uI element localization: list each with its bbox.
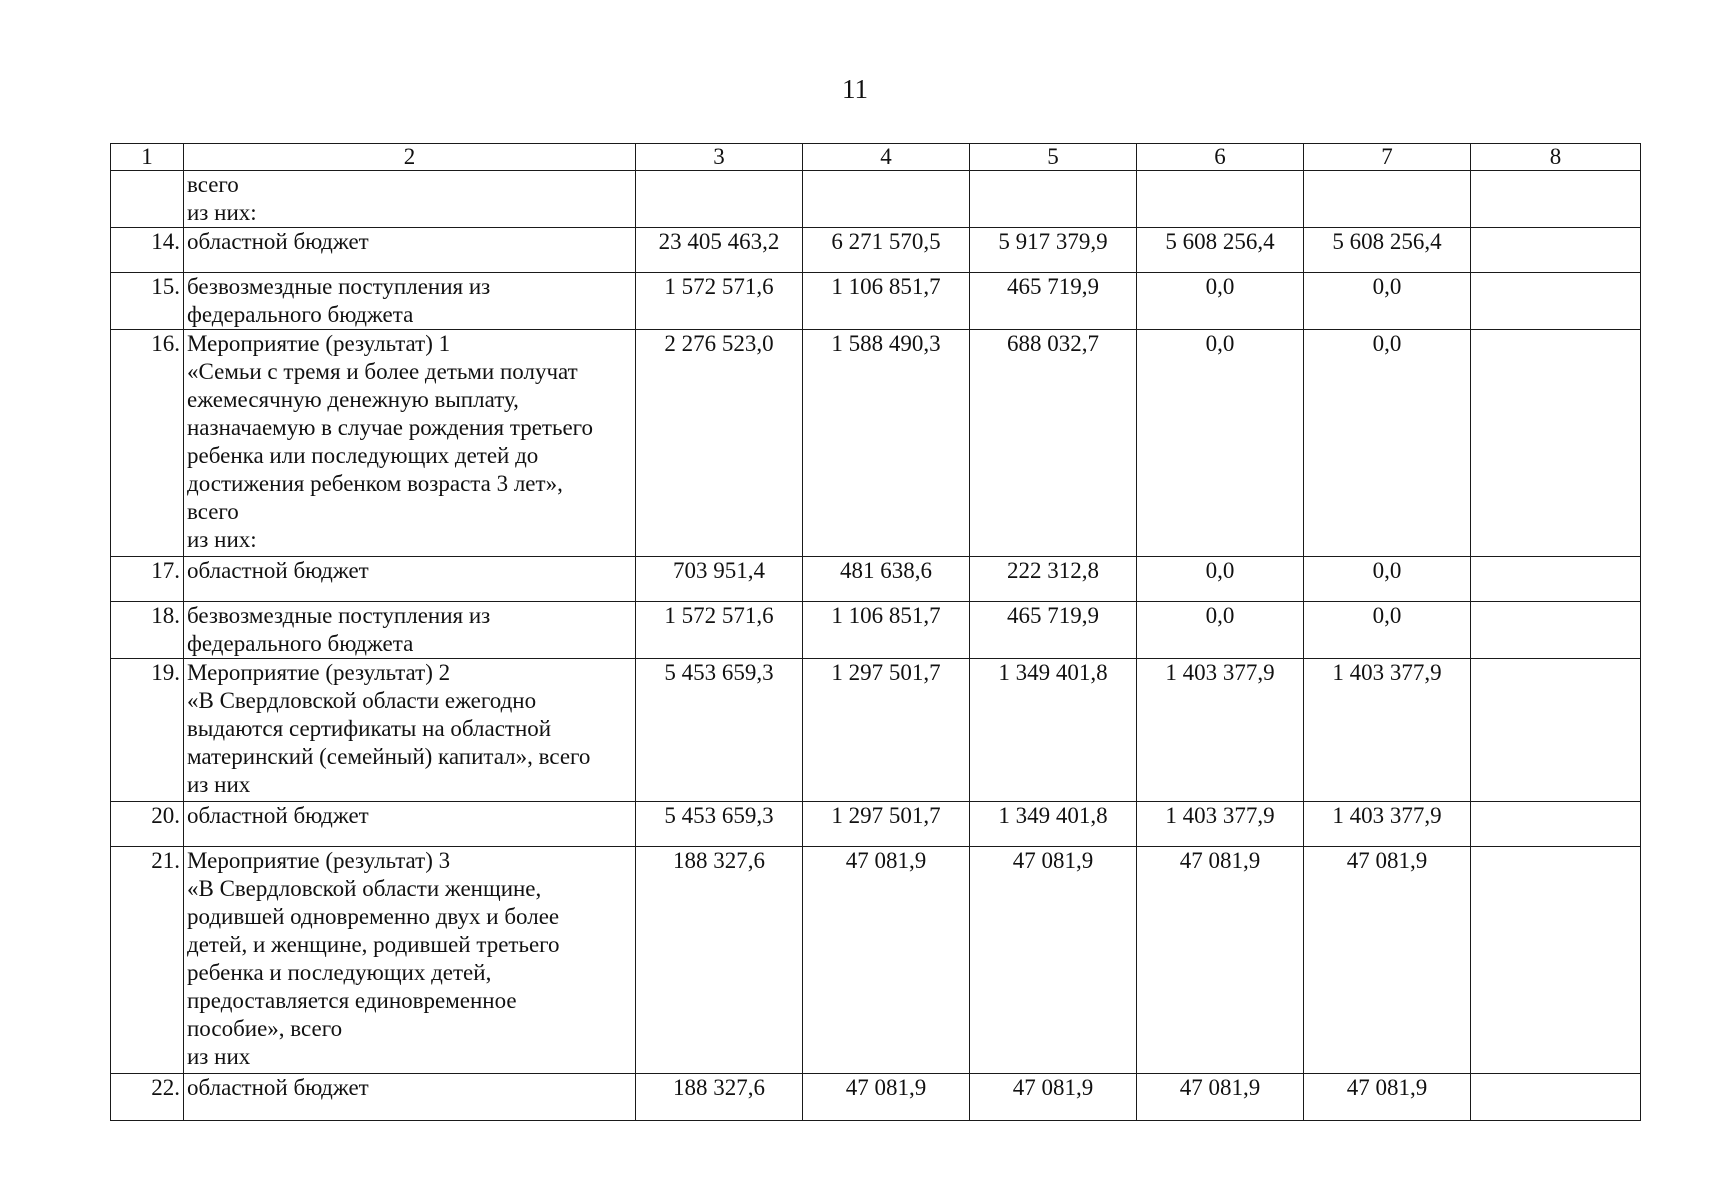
value-cell: 1 403 377,9 — [1304, 659, 1471, 802]
value-cell: 0,0 — [1304, 273, 1471, 330]
value-cell: 23 405 463,2 — [636, 228, 803, 273]
row-description — [184, 228, 636, 273]
value-cell: 465 719,9 — [970, 602, 1137, 659]
description-line: Мероприятие (результат) 1 — [187, 331, 451, 356]
description-line: безвозмездные поступления из — [187, 274, 491, 299]
description-line: областной бюджет — [187, 558, 369, 583]
description-line: безвозмездные поступления из — [187, 603, 491, 628]
column-header: 7 — [1304, 144, 1471, 171]
value-cell: 188 327,6 — [636, 847, 803, 1074]
description-line: федерального бюджета — [187, 631, 414, 656]
value-cell: 2 276 523,0 — [636, 330, 803, 557]
description-line: ребенка или последующих детей до — [187, 443, 539, 468]
row-number: 15. — [111, 273, 184, 330]
table-row — [111, 171, 1641, 228]
row-description — [184, 847, 636, 1074]
table-row — [111, 273, 1641, 330]
value-cell: 0,0 — [1137, 602, 1304, 659]
value-cell — [1471, 802, 1641, 847]
row-number: 21. — [111, 847, 184, 1074]
value-cell — [1137, 171, 1304, 228]
value-cell: 5 608 256,4 — [1304, 228, 1471, 273]
description-line: областной бюджет — [187, 803, 369, 828]
value-cell: 0,0 — [1137, 330, 1304, 557]
value-cell: 0,0 — [1304, 602, 1471, 659]
value-cell: 5 917 379,9 — [970, 228, 1137, 273]
row-number: 17. — [111, 557, 184, 602]
column-header: 1 — [111, 144, 184, 171]
table-row — [111, 557, 1641, 602]
budget-table — [110, 143, 1641, 1121]
description-line: из них: — [187, 527, 257, 552]
value-cell: 0,0 — [1304, 557, 1471, 602]
row-number: 20. — [111, 802, 184, 847]
value-cell: 188 327,6 — [636, 1074, 803, 1121]
value-cell: 1 572 571,6 — [636, 602, 803, 659]
value-cell: 6 271 570,5 — [803, 228, 970, 273]
table-row — [111, 659, 1641, 802]
value-cell: 1 588 490,3 — [803, 330, 970, 557]
value-cell: 47 081,9 — [1137, 1074, 1304, 1121]
value-cell — [1471, 1074, 1641, 1121]
column-header: 6 — [1137, 144, 1304, 171]
value-cell: 1 297 501,7 — [803, 659, 970, 802]
column-header: 8 — [1471, 144, 1641, 171]
value-cell: 1 349 401,8 — [970, 659, 1137, 802]
value-cell: 0,0 — [1137, 557, 1304, 602]
value-cell: 5 453 659,3 — [636, 659, 803, 802]
value-cell: 1 403 377,9 — [1304, 802, 1471, 847]
value-cell — [636, 171, 803, 228]
value-cell: 47 081,9 — [1304, 847, 1471, 1074]
description-line: областной бюджет — [187, 229, 369, 254]
row-number: 18. — [111, 602, 184, 659]
description-line: детей, и женщине, родившей третьего — [187, 932, 560, 957]
value-cell: 5 608 256,4 — [1137, 228, 1304, 273]
value-cell: 47 081,9 — [803, 847, 970, 1074]
description-line: ребенка и последующих детей, — [187, 960, 492, 985]
page-number: 11 — [842, 74, 868, 104]
value-cell: 688 032,7 — [970, 330, 1137, 557]
value-cell: 1 106 851,7 — [803, 273, 970, 330]
value-cell: 1 349 401,8 — [970, 802, 1137, 847]
value-cell — [1471, 171, 1641, 228]
value-cell: 0,0 — [1304, 330, 1471, 557]
value-cell: 222 312,8 — [970, 557, 1137, 602]
value-cell: 1 297 501,7 — [803, 802, 970, 847]
description-line: материнский (семейный) капитал», всего — [187, 744, 591, 769]
column-header: 5 — [970, 144, 1137, 171]
description-line: Мероприятие (результат) 3 — [187, 848, 451, 873]
description-line: всего — [187, 172, 239, 197]
table-row — [111, 802, 1641, 847]
row-number: 22. — [111, 1074, 184, 1121]
value-cell — [1471, 847, 1641, 1074]
value-cell: 1 403 377,9 — [1137, 802, 1304, 847]
description-line: «В Свердловской области женщине, — [187, 876, 542, 901]
row-description — [184, 602, 636, 659]
row-description — [184, 330, 636, 557]
value-cell: 47 081,9 — [803, 1074, 970, 1121]
row-description — [184, 273, 636, 330]
value-cell — [1471, 228, 1641, 273]
description-line: пособие», всего — [187, 1016, 343, 1041]
value-cell: 1 403 377,9 — [1137, 659, 1304, 802]
row-number: 16. — [111, 330, 184, 557]
value-cell — [970, 171, 1137, 228]
row-description — [184, 557, 636, 602]
value-cell — [1304, 171, 1471, 228]
table-row — [111, 847, 1641, 1074]
value-cell — [1471, 557, 1641, 602]
column-header: 3 — [636, 144, 803, 171]
row-description — [184, 1074, 636, 1121]
value-cell: 47 081,9 — [1304, 1074, 1471, 1121]
value-cell: 481 638,6 — [803, 557, 970, 602]
description-line: выдаются сертификаты на областной — [187, 716, 552, 741]
value-cell: 1 106 851,7 — [803, 602, 970, 659]
value-cell — [803, 171, 970, 228]
value-cell: 703 951,4 — [636, 557, 803, 602]
description-line: «Семьи с тремя и более детьми получат — [187, 359, 578, 384]
row-number: 19. — [111, 659, 184, 802]
value-cell: 5 453 659,3 — [636, 802, 803, 847]
column-number-row — [111, 144, 1641, 171]
value-cell: 47 081,9 — [970, 847, 1137, 1074]
value-cell: 47 081,9 — [1137, 847, 1304, 1074]
description-line: предоставляется единовременное — [187, 988, 517, 1013]
row-description — [184, 171, 636, 228]
value-cell — [1471, 602, 1641, 659]
row-number — [111, 171, 184, 228]
value-cell — [1471, 659, 1641, 802]
description-line: достижения ребенком возраста 3 лет», — [187, 471, 563, 496]
table-row — [111, 1074, 1641, 1121]
column-header: 4 — [803, 144, 970, 171]
value-cell: 1 572 571,6 — [636, 273, 803, 330]
description-line: Мероприятие (результат) 2 — [187, 660, 451, 685]
description-line: «В Свердловской области ежегодно — [187, 688, 537, 713]
description-line: областной бюджет — [187, 1075, 369, 1100]
table-row — [111, 330, 1641, 557]
value-cell: 465 719,9 — [970, 273, 1137, 330]
column-header: 2 — [184, 144, 636, 171]
value-cell — [1471, 330, 1641, 557]
description-line: из них — [187, 772, 251, 797]
value-cell: 0,0 — [1137, 273, 1304, 330]
description-line: родившей одновременно двух и более — [187, 904, 560, 929]
row-number: 14. — [111, 228, 184, 273]
value-cell: 47 081,9 — [970, 1074, 1137, 1121]
description-line: ежемесячную денежную выплату, — [187, 387, 519, 412]
description-line: всего — [187, 499, 239, 524]
value-cell — [1471, 273, 1641, 330]
row-description — [184, 659, 636, 802]
description-line: назначаемую в случае рождения третьего — [187, 415, 594, 440]
description-line: федерального бюджета — [187, 302, 414, 327]
row-description — [184, 802, 636, 847]
description-line: из них: — [187, 200, 257, 225]
table-row — [111, 602, 1641, 659]
table-row — [111, 228, 1641, 273]
description-line: из них — [187, 1044, 251, 1069]
